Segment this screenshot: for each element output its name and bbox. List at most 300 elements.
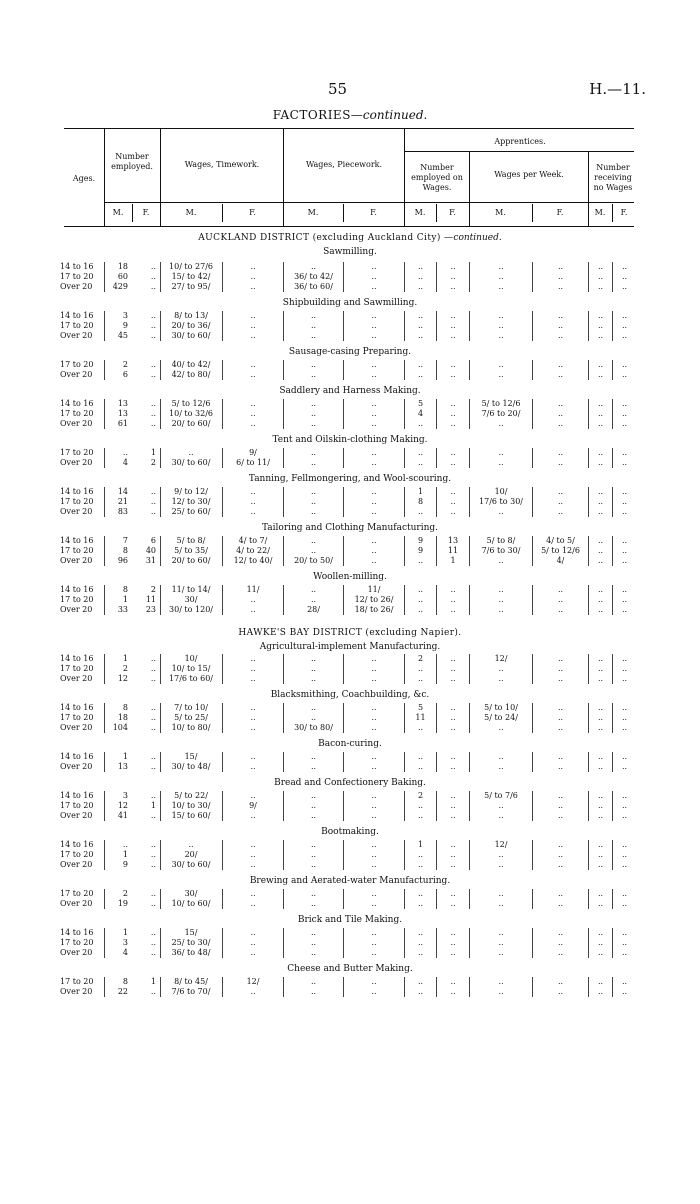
column-rule: [532, 752, 533, 772]
row-value: ..: [450, 282, 456, 291]
row-value: ..: [417, 262, 424, 271]
row-value: 40/ to 42/: [171, 360, 211, 369]
column-rule: [404, 448, 405, 468]
row-value: ..: [150, 713, 156, 722]
row-value: ..: [597, 409, 604, 418]
column-rule: [283, 585, 284, 615]
row-value: ..: [498, 762, 504, 771]
row-value: ..: [597, 419, 604, 428]
column-rule: [283, 536, 284, 566]
col-number-employed: Number employed.: [111, 152, 153, 171]
row-value: ..: [450, 977, 456, 986]
row-value: 15/ to 42/: [171, 272, 211, 281]
row-value: ..: [498, 723, 504, 732]
row-value: ..: [450, 321, 456, 330]
row-value: ..: [310, 487, 317, 496]
row-value: ..: [417, 595, 424, 604]
row-value: ..: [597, 458, 604, 467]
column-rule: [160, 487, 161, 517]
row-age-label: Over 20: [60, 458, 93, 467]
row-value: 20/ to 50/: [294, 556, 333, 565]
row-value: ..: [371, 487, 377, 496]
row-value: ..: [498, 556, 504, 565]
row-value: ..: [417, 752, 424, 761]
row-age-label: Over 20: [60, 811, 93, 820]
row-value: ..: [150, 497, 156, 506]
column-rule: [436, 311, 437, 341]
row-value: ..: [371, 752, 377, 761]
row-value: 30/ to 60/: [171, 331, 211, 340]
row-value: 5/ to 25/: [174, 713, 208, 722]
row-value: 8: [122, 703, 128, 712]
row-value: ..: [498, 585, 504, 594]
table-row: [0, 487, 700, 497]
row-value: ..: [310, 850, 317, 859]
column-rule: [343, 262, 344, 292]
column-rule: [404, 262, 405, 292]
column-rule: [104, 311, 105, 341]
row-value: 1: [417, 487, 424, 496]
row-value: ..: [621, 262, 628, 271]
page-title: [0, 108, 700, 122]
row-value: ..: [450, 928, 456, 937]
row-value: ..: [250, 791, 256, 800]
row-age-label: 14 to 16: [60, 536, 94, 545]
row-value: ..: [450, 703, 456, 712]
column-rule: [469, 703, 470, 733]
row-value: 4/ to 7/: [238, 536, 268, 545]
district-heading: [0, 628, 700, 638]
row-value: ..: [557, 409, 564, 418]
row-value: ..: [150, 370, 156, 379]
row-value: ..: [450, 791, 456, 800]
row-value: 5: [417, 399, 424, 408]
row-age-label: 17 to 20: [60, 595, 94, 604]
row-value: ..: [450, 811, 456, 820]
row-value: 22: [117, 987, 128, 996]
row-value: 3: [122, 791, 128, 800]
column-rule: [160, 752, 161, 772]
row-value: 15/ to 60/: [171, 811, 211, 820]
column-rule: [160, 977, 161, 997]
row-value: ..: [250, 654, 256, 663]
row-value: ..: [621, 321, 628, 330]
sub-f: F.: [449, 208, 456, 217]
row-value: 5/ to 22/: [174, 791, 208, 800]
column-rule: [469, 262, 470, 292]
row-value: ..: [450, 948, 456, 957]
row-value: ..: [450, 654, 456, 663]
row-value: ..: [557, 654, 564, 663]
row-value: ..: [498, 899, 504, 908]
row-value: ..: [557, 752, 564, 761]
column-rule: [404, 889, 405, 909]
table-row: [0, 536, 700, 546]
row-value: ..: [250, 674, 256, 683]
column-rule: [222, 977, 223, 997]
row-value: ..: [498, 419, 504, 428]
row-value: 23: [145, 605, 156, 614]
row-value: 10/ to 30/: [171, 801, 211, 810]
row-value: 61: [117, 419, 128, 428]
row-value: 1: [450, 556, 456, 565]
column-rule: [612, 791, 613, 821]
column-rule: [588, 703, 589, 733]
column-rule: [404, 585, 405, 615]
row-value: ..: [371, 262, 377, 271]
row-value: ..: [557, 850, 564, 859]
row-value: 41: [117, 811, 128, 820]
row-value: ..: [150, 840, 156, 849]
row-value: 4: [122, 458, 128, 467]
row-value: ..: [150, 664, 156, 673]
row-value: 7/6 to 20/: [481, 409, 521, 418]
column-rule: [222, 536, 223, 566]
row-value: 5/ to 24/: [484, 713, 518, 722]
row-value: ..: [498, 977, 504, 986]
row-value: 1: [150, 448, 156, 457]
table-row: [0, 458, 700, 468]
row-value: ..: [310, 801, 317, 810]
column-rule: [469, 311, 470, 341]
table-row: [0, 703, 700, 713]
column-rule: [160, 791, 161, 821]
column-rule: [588, 654, 589, 684]
district-heading: AUCKLAND DISTRICT (excluding Auckland City) —continued.: [198, 233, 502, 243]
row-value: ..: [310, 448, 317, 457]
row-age-label: 17 to 20: [60, 850, 94, 859]
row-value: ..: [597, 654, 604, 663]
row-value: ..: [450, 752, 456, 761]
row-value: 19: [117, 899, 128, 908]
row-value: 1: [150, 977, 156, 986]
row-value: ..: [310, 762, 317, 771]
row-value: 9: [417, 536, 424, 545]
row-value: ..: [417, 987, 424, 996]
column-rule: [160, 262, 161, 292]
column-rule: [588, 977, 589, 997]
row-value: ..: [450, 850, 456, 859]
row-value: 2: [122, 889, 128, 898]
row-value: 5/ to 12/6: [481, 399, 521, 408]
column-rule: [436, 752, 437, 772]
column-rule: [283, 928, 284, 958]
page-title-suffix: —continued.: [350, 108, 428, 122]
row-value: ..: [557, 791, 564, 800]
row-value: 2: [150, 585, 156, 594]
row-value: ..: [498, 948, 504, 957]
row-value: 7/ to 10/: [174, 703, 208, 712]
row-value: ..: [557, 487, 564, 496]
row-value: 60: [117, 272, 128, 281]
sub-f: F.: [620, 208, 628, 217]
row-value: ..: [621, 664, 628, 673]
row-value: ..: [250, 331, 256, 340]
row-value: ..: [371, 977, 377, 986]
row-value: ..: [597, 556, 604, 565]
row-value: 96: [117, 556, 128, 565]
row-value: ..: [597, 536, 604, 545]
row-age-label: 14 to 16: [60, 585, 94, 594]
row-value: ..: [621, 811, 628, 820]
row-value: 13: [117, 409, 128, 418]
row-age-label: 17 to 20: [60, 272, 94, 281]
column-rule: [283, 752, 284, 772]
sub-f: F.: [142, 208, 150, 217]
column-rule: [283, 654, 284, 684]
row-value: 30/ to 120/: [169, 605, 213, 614]
row-value: ..: [450, 272, 456, 281]
col-ages: Ages.: [72, 174, 96, 183]
row-value: ..: [150, 811, 156, 820]
row-value: ..: [250, 938, 256, 947]
row-value: ..: [557, 311, 564, 320]
row-value: ..: [188, 448, 194, 457]
table-row: [0, 977, 700, 987]
row-value: ..: [557, 448, 564, 457]
row-age-label: 17 to 20: [60, 321, 94, 330]
row-value: ..: [417, 860, 424, 869]
row-value: ..: [310, 860, 317, 869]
row-value: 27/ to 95/: [171, 282, 211, 291]
row-value: ..: [621, 546, 628, 555]
row-value: ..: [310, 889, 317, 898]
row-value: ..: [310, 321, 317, 330]
sub-m: M.: [594, 208, 606, 217]
row-value: ..: [597, 948, 604, 957]
row-age-label: 17 to 20: [60, 713, 94, 722]
column-rule: [404, 840, 405, 870]
column-rule: [343, 536, 344, 566]
row-value: ..: [450, 448, 456, 457]
row-value: ..: [250, 419, 256, 428]
table-row: [0, 860, 700, 870]
column-rule: [283, 791, 284, 821]
row-value: ..: [557, 321, 564, 330]
row-age-label: Over 20: [60, 556, 93, 565]
column-rule: [588, 360, 589, 380]
column-rule: [343, 487, 344, 517]
row-value: ..: [250, 811, 256, 820]
row-value: 12/: [246, 977, 260, 986]
column-rule: [343, 889, 344, 909]
table-row: [0, 595, 700, 605]
row-value: ..: [150, 674, 156, 683]
row-value: ..: [557, 370, 564, 379]
row-age-label: Over 20: [60, 331, 93, 340]
row-value: ..: [621, 507, 628, 516]
column-rule: [469, 752, 470, 772]
row-value: 20/: [184, 850, 198, 859]
row-value: ..: [310, 840, 317, 849]
column-rule: [436, 840, 437, 870]
row-value: ..: [557, 811, 564, 820]
row-value: 5/ to 8/: [176, 536, 206, 545]
row-value: ..: [371, 360, 377, 369]
row-value: ..: [417, 331, 424, 340]
row-value: ..: [597, 762, 604, 771]
row-value: 20/ to 60/: [171, 419, 211, 428]
table-row: [0, 938, 700, 948]
row-value: 11/: [367, 585, 381, 594]
row-value: ..: [450, 311, 456, 320]
column-rule: [343, 311, 344, 341]
district-title-suffix: continued.: [453, 233, 502, 243]
trade-heading: Brick and Tile Making.: [297, 915, 403, 925]
row-value: ..: [597, 723, 604, 732]
column-rule: [104, 977, 105, 997]
row-value: ..: [450, 487, 456, 496]
row-value: ..: [597, 360, 604, 369]
row-value: 18: [117, 262, 128, 271]
row-value: ..: [371, 331, 377, 340]
row-age-label: 17 to 20: [60, 546, 94, 555]
row-age-label: 14 to 16: [60, 840, 94, 849]
row-value: ..: [310, 399, 317, 408]
trade-heading: Tanning, Fellmongering, and Wool-scouring.: [248, 474, 452, 484]
column-rule: [404, 487, 405, 517]
table-row: [0, 811, 700, 821]
row-age-label: Over 20: [60, 723, 93, 732]
column-rule: [588, 791, 589, 821]
column-rule: [104, 654, 105, 684]
column-rule: [283, 703, 284, 733]
column-rule: [469, 654, 470, 684]
row-value: 15/: [184, 752, 198, 761]
row-value: ..: [417, 321, 424, 330]
row-value: ..: [498, 321, 504, 330]
row-value: ..: [450, 674, 456, 683]
table-row: [0, 674, 700, 684]
row-value: ..: [621, 762, 628, 771]
row-value: ..: [557, 713, 564, 722]
row-value: ..: [371, 801, 377, 810]
row-value: ..: [150, 703, 156, 712]
table-row: [0, 605, 700, 615]
column-rule: [612, 311, 613, 341]
row-value: 18: [117, 713, 128, 722]
column-rule: [283, 262, 284, 292]
row-value: ..: [417, 928, 424, 937]
row-value: ..: [150, 889, 156, 898]
column-rule: [532, 536, 533, 566]
column-rule: [436, 399, 437, 429]
row-value: ..: [250, 840, 256, 849]
row-value: ..: [498, 595, 504, 604]
row-value: 2: [122, 664, 128, 673]
row-value: 17/6 to 30/: [479, 497, 523, 506]
row-value: ..: [150, 487, 156, 496]
row-value: 12/: [494, 654, 508, 663]
column-rule: [222, 262, 223, 292]
table-row: [0, 801, 700, 811]
row-value: ..: [417, 899, 424, 908]
row-value: ..: [597, 801, 604, 810]
column-rule: [404, 536, 405, 566]
row-value: 104: [112, 723, 128, 732]
row-value: ..: [498, 664, 504, 673]
row-value: ..: [250, 409, 256, 418]
row-value: ..: [250, 860, 256, 869]
row-value: 40: [145, 546, 156, 555]
row-value: ..: [621, 977, 628, 986]
sub-f: F.: [556, 208, 564, 217]
row-value: ..: [621, 928, 628, 937]
column-rule: [436, 703, 437, 733]
row-value: ..: [310, 703, 317, 712]
row-value: ..: [557, 723, 564, 732]
row-value: ..: [498, 331, 504, 340]
row-value: 25/ to 60/: [171, 507, 211, 516]
column-rule: [532, 360, 533, 380]
row-value: ..: [310, 585, 317, 594]
row-value: ..: [597, 595, 604, 604]
column-rule: [612, 977, 613, 997]
row-value: ..: [621, 487, 628, 496]
column-rule: [469, 889, 470, 909]
row-value: ..: [621, 850, 628, 859]
row-value: 83: [117, 507, 128, 516]
row-age-label: 17 to 20: [60, 938, 94, 947]
column-rule: [612, 889, 613, 909]
row-value: 11/ to 14/: [171, 585, 211, 594]
column-rule: [588, 889, 589, 909]
row-value: ..: [597, 713, 604, 722]
row-value: ..: [597, 605, 604, 614]
row-value: 13: [117, 399, 128, 408]
row-age-label: Over 20: [60, 762, 93, 771]
column-rule: [283, 448, 284, 468]
row-value: ..: [310, 331, 317, 340]
row-value: ..: [310, 595, 317, 604]
row-value: ..: [417, 311, 424, 320]
table-row: [0, 282, 700, 292]
row-value: ..: [597, 860, 604, 869]
row-value: ..: [371, 850, 377, 859]
row-age-label: Over 20: [60, 507, 93, 516]
row-value: ..: [150, 409, 156, 418]
row-value: ..: [250, 889, 256, 898]
row-value: 4: [122, 948, 128, 957]
row-value: 10/: [184, 654, 198, 663]
row-value: 30/: [184, 595, 198, 604]
row-value: ..: [498, 448, 504, 457]
table-row: [0, 840, 700, 850]
row-value: ..: [597, 664, 604, 673]
column-rule: [612, 448, 613, 468]
row-value: ..: [450, 370, 456, 379]
column-rule: [612, 585, 613, 615]
row-age-label: Over 20: [60, 860, 93, 869]
trade-heading: Woollen-milling.: [313, 572, 387, 582]
row-value: 30/ to 60/: [171, 860, 211, 869]
row-value: ..: [498, 811, 504, 820]
column-rule: [588, 399, 589, 429]
row-value: 9: [417, 546, 424, 555]
row-value: 14: [117, 487, 128, 496]
row-value: ..: [597, 272, 604, 281]
column-rule: [222, 360, 223, 380]
column-rule: [160, 360, 161, 380]
row-value: ..: [250, 605, 256, 614]
row-value: ..: [150, 262, 156, 271]
row-value: ..: [417, 938, 424, 947]
row-value: 12: [117, 674, 128, 683]
header-apprentices-rule: [404, 151, 634, 152]
row-value: ..: [310, 674, 317, 683]
col-wages-timework: Wages, Timework.: [184, 160, 260, 169]
column-rule: [104, 360, 105, 380]
